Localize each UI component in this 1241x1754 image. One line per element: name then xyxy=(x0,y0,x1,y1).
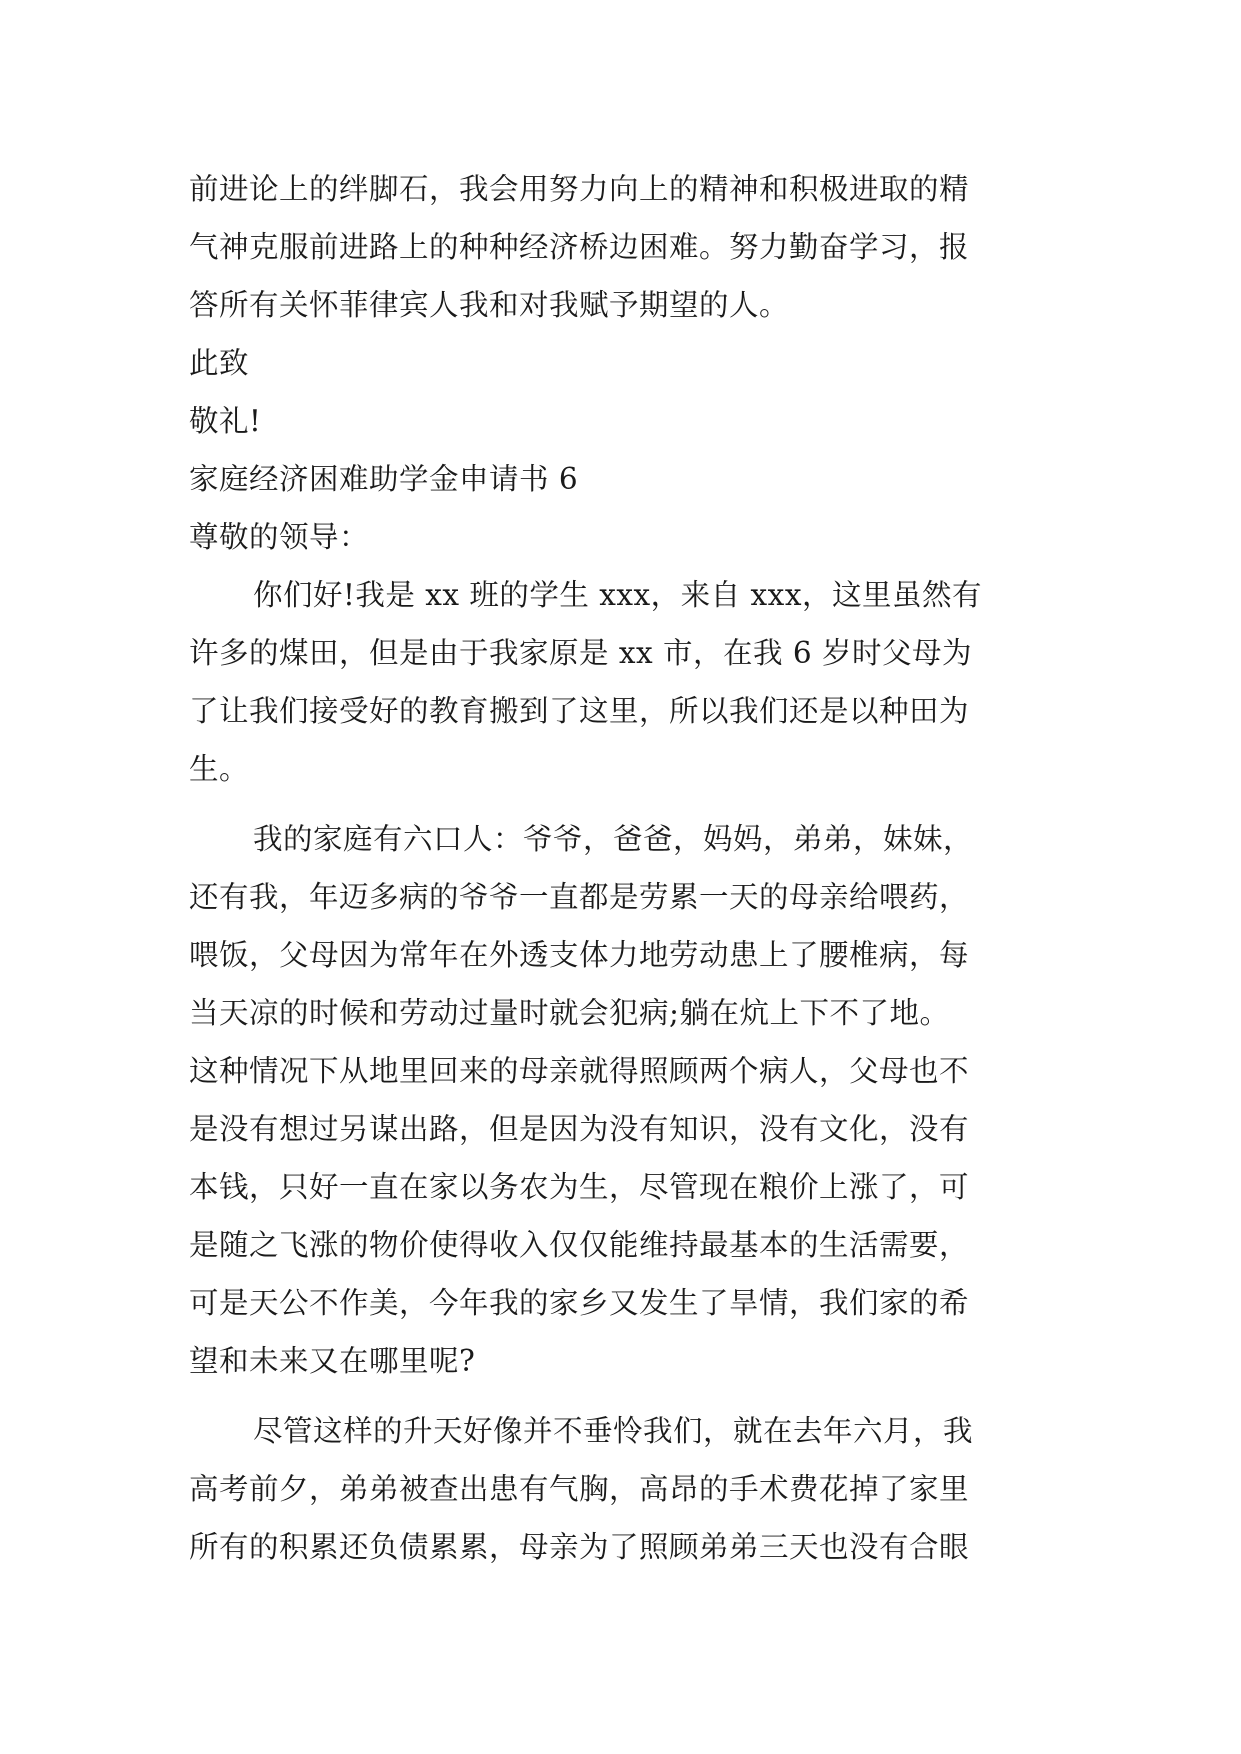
text-line: 所有的积累还负债累累，母亲为了照顾弟弟三天也没有合眼 xyxy=(189,1530,970,1564)
paragraph xyxy=(189,1402,1055,1576)
text-line: 我的家庭有六口人：爷爷，爸爸，妈妈，弟弟，妹妹， xyxy=(253,822,974,856)
text-line: 你们好!我是 xx 班的学生 xxx，来自 xxx，这里虽然有 xyxy=(253,578,982,612)
text-line: 这种情况下从地里回来的母亲就得照顾两个病人，父母也不 xyxy=(189,1054,970,1088)
paragraph-spacer xyxy=(189,1390,1055,1402)
paragraph xyxy=(189,566,1055,798)
text-line: 气神克服前进路上的种种经济桥边困难。努力勤奋学习，报 xyxy=(189,230,970,264)
paragraph xyxy=(189,810,1055,1390)
text-line: 前进论上的绊脚石，我会用努力向上的精神和积极进取的精 xyxy=(189,172,970,206)
closing-line: 敬礼! xyxy=(189,404,262,438)
text-line: 答所有关怀菲律宾人我和对我赋予期望的人。 xyxy=(189,288,790,322)
text-line: 喂饭，父母因为常年在外透支体力地劳动患上了腰椎病，每 xyxy=(189,938,970,972)
text-line: 是没有想过另谋出路，但是因为没有知识，没有文化，没有 xyxy=(189,1112,970,1146)
text-line: 许多的煤田，但是由于我家原是 xx 市，在我 6 岁时父母为 xyxy=(189,636,973,670)
text-line: 是随之飞涨的物价使得收入仅仅能维持最基本的生活需要， xyxy=(189,1228,970,1262)
text-line: 还有我，年迈多病的爷爷一直都是劳累一天的母亲给喂药， xyxy=(189,880,970,914)
closing-line: 此致 xyxy=(189,346,250,380)
salutation: 尊敬的领导： xyxy=(189,520,370,554)
document-title: 家庭经济困难助学金申请书 6 xyxy=(189,462,579,496)
text-line: 尽管这样的升天好像并不垂怜我们，就在去年六月，我 xyxy=(253,1414,974,1448)
text-line: 当天凉的时候和劳动过量时就会犯病;躺在炕上下不了地。 xyxy=(189,996,950,1030)
text-line: 望和未来又在哪里呢? xyxy=(189,1344,476,1378)
text-line: 可是天公不作美，今年我的家乡又发生了旱情，我们家的希 xyxy=(189,1286,970,1320)
text-line: 了让我们接受好的教育搬到了这里，所以我们还是以种田为 xyxy=(189,694,970,728)
document-body xyxy=(189,160,1055,1576)
paragraph-spacer xyxy=(189,798,1055,810)
text-line: 高考前夕，弟弟被查出患有气胸，高昂的手术费花掉了家里 xyxy=(189,1472,970,1506)
text-line: 生。 xyxy=(189,752,250,786)
text-line: 本钱，只好一直在家以务农为生，尽管现在粮价上涨了，可 xyxy=(189,1170,970,1204)
